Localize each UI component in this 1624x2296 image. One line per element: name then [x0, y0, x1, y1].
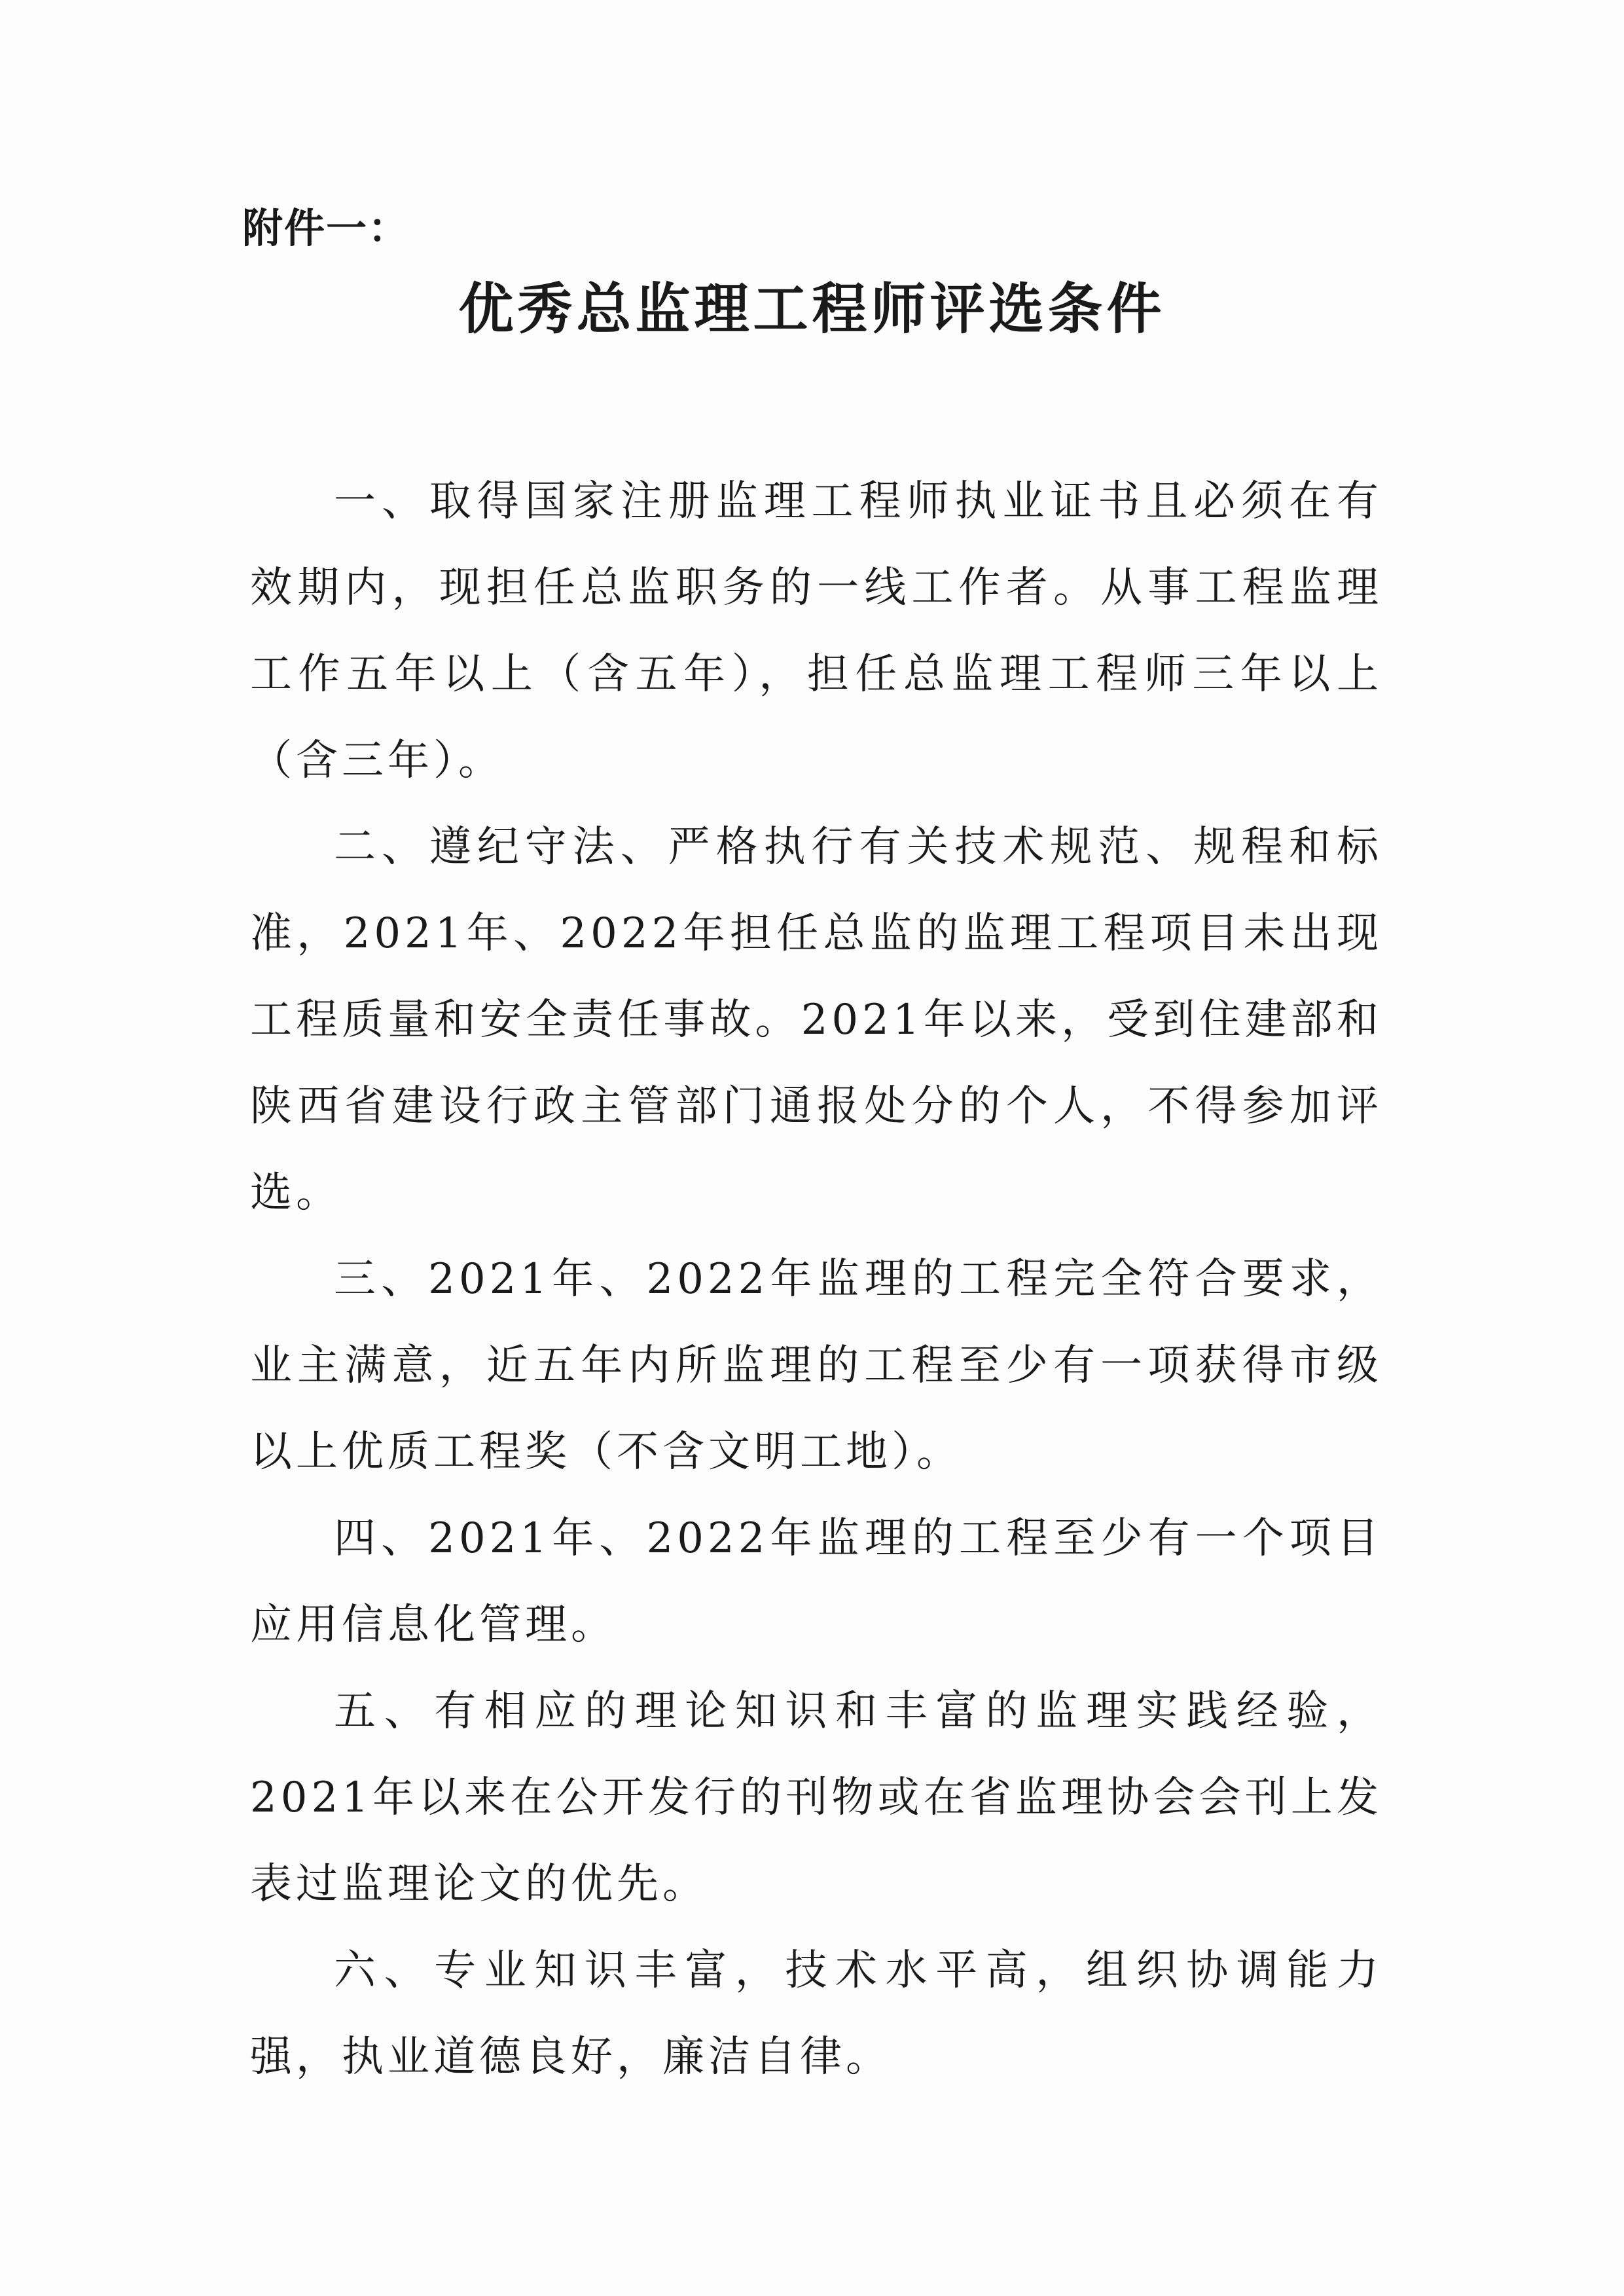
criterion-paragraph-2: 二、遵纪守法、严格执行有关技术规范、规程和标准，2021年、2022年担任总监的监理工程项目未出现工程质量和安全责任事故。2021年以来，受到住建部和陕西省建设行政主管部门通报处分的个人，不得参加评选。 [250, 823, 1382, 1217]
attachment-label: 附件一： [242, 204, 410, 252]
document-body [250, 458, 1382, 2100]
document-title: 优秀总监理工程师评选条件 [458, 277, 1166, 341]
criterion-paragraph-1: 一、取得国家注册监理工程师执业证书且必须在有效期内，现担任总监职务的一线工作者。从事工程监理工作五年以上（含五年），担任总监理工程师三年以上（含三年）。 [250, 477, 1382, 785]
criterion-paragraph-6: 六、专业知识丰富，技术水平高，组织协调能力强，执业道德良好，廉洁自律。 [250, 1946, 1382, 2081]
criterion-paragraph-3: 三、2021年、2022年监理的工程完全符合要求，业主满意，近五年内所监理的工程至少有一项获得市级以上优质工程奖（不含文明工地）。 [250, 1255, 1382, 1476]
criterion-paragraph-4: 四、2021年、2022年监理的工程至少有一个项目应用信息化管理。 [250, 1514, 1382, 1649]
criterion-paragraph-5: 五、有相应的理论知识和丰富的监理实践经验， 2021年以来在公开发行的刊物或在省监理协会会刊上发表过监理论文的优先。 [250, 1687, 1382, 1908]
